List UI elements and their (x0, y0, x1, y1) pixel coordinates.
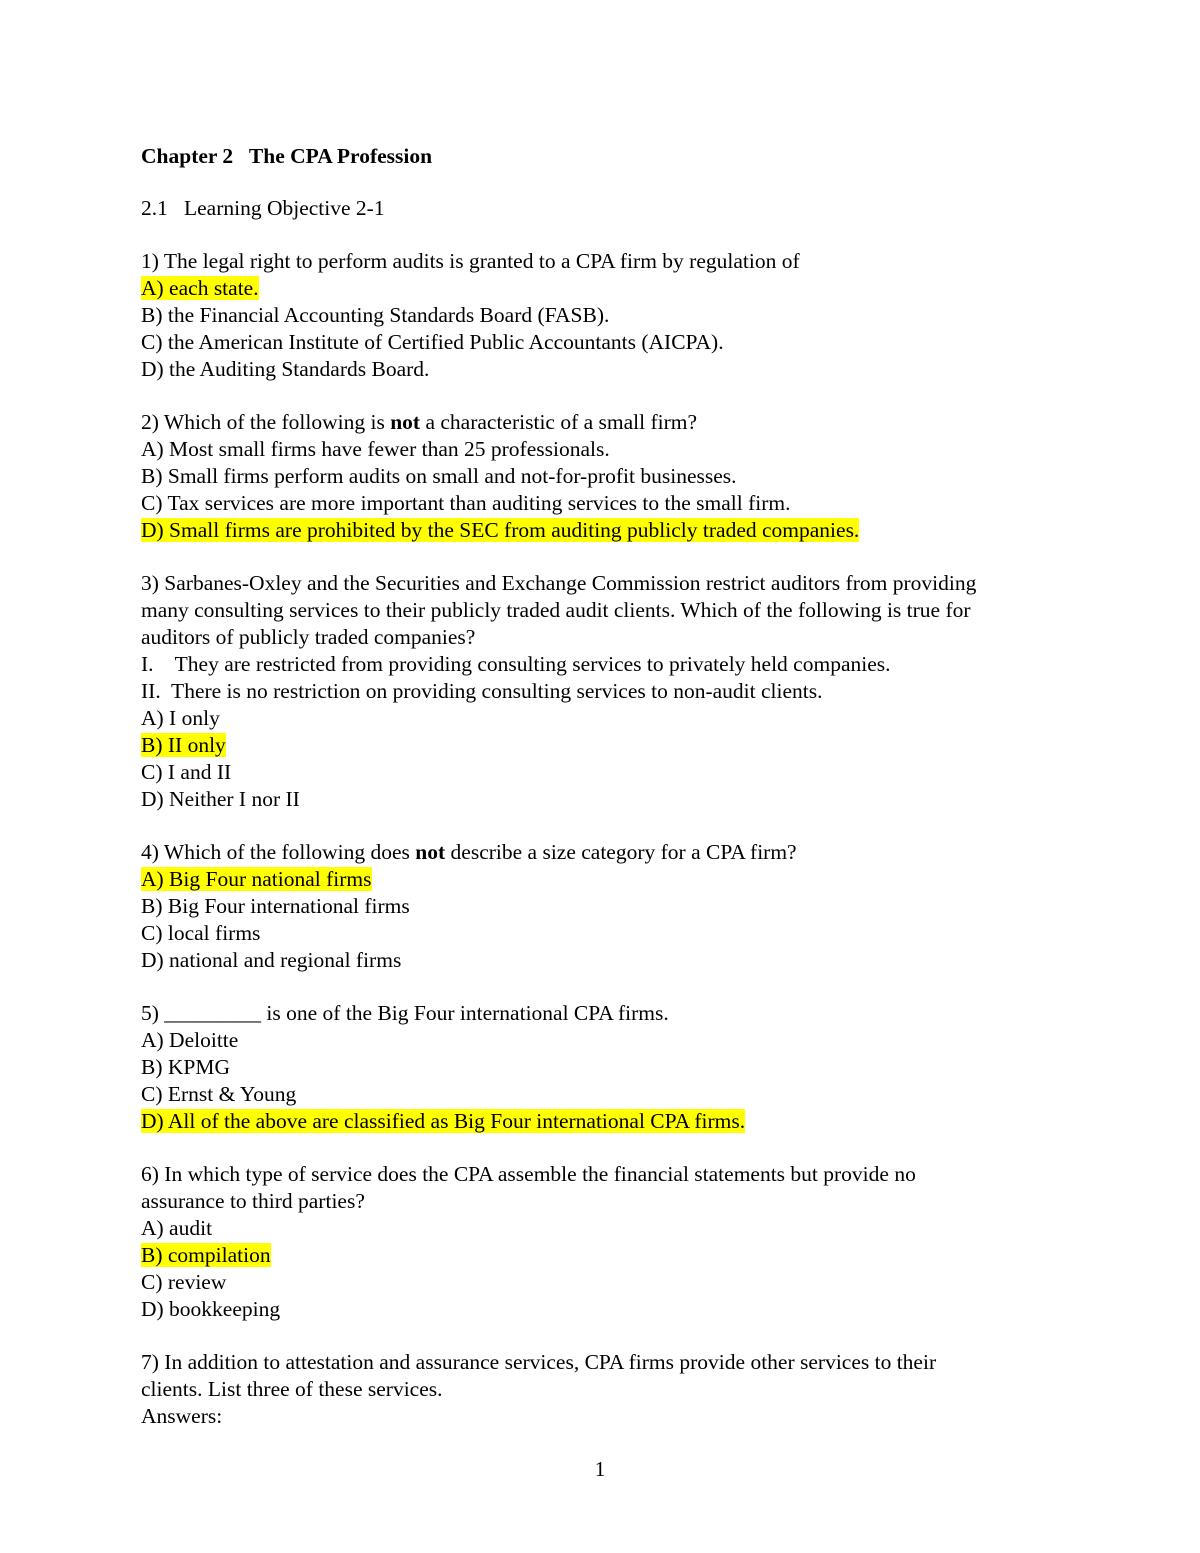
question-5 (141, 1000, 1071, 1135)
answer-option-b: B) Small firms perform audits on small and not-for-profit businesses. (141, 464, 737, 488)
question-1 (141, 248, 1071, 383)
answer-option-c: C) I and II (141, 760, 232, 784)
question-6 (141, 1161, 1071, 1323)
answer-option-a: A) I only (141, 706, 220, 730)
statement-ii: II. There is no restriction on providing consulting services to non-audit clients. (141, 679, 823, 703)
answer-option-c: C) the American Institute of Certified Public Accountants (AICPA). (141, 330, 724, 354)
answer-option-c: C) Tax services are more important than auditing services to the small firm. (141, 491, 791, 515)
stem-text: 4) Which of the following does (141, 840, 416, 864)
stem-emphasis: not (390, 410, 421, 434)
page-number: 1 (594, 1457, 606, 1481)
answer-option-c: C) Ernst & Young (141, 1082, 297, 1106)
answer-option-b: B) KPMG (141, 1055, 231, 1079)
question-stem: 5) _________ is one of the Big Four international CPA firms. (141, 1001, 669, 1025)
answer-option-b-correct: B) compilation (141, 1243, 271, 1267)
answer-option-d: D) bookkeeping (141, 1297, 281, 1321)
chapter-title: Chapter 2 The CPA Profession (141, 144, 433, 168)
section-heading: 2.1 Learning Objective 2-1 (141, 196, 385, 220)
page-content (141, 141, 1071, 1430)
question-stem: 7) In addition to attestation and assurance services, CPA firms provide other services to their (141, 1350, 937, 1374)
answer-option-a: A) Most small firms have fewer than 25 professionals. (141, 437, 610, 461)
question-stem (141, 839, 1071, 866)
question-stem (141, 409, 1071, 436)
answer-option-a-correct: A) each state. (141, 276, 259, 300)
answers-label: Answers: (141, 1404, 223, 1428)
answer-option-d: D) national and regional firms (141, 948, 402, 972)
statement-i: I. They are restricted from providing consulting services to privately held companies. (141, 652, 891, 676)
question-stem: clients. List three of these services. (141, 1377, 443, 1401)
stem-emphasis: not (415, 840, 446, 864)
question-stem: 3) Sarbanes-Oxley and the Securities and Exchange Commission restrict auditors from providing (141, 571, 977, 595)
question-stem: auditors of publicly traded companies? (141, 625, 476, 649)
answer-option-b-correct: B) II only (141, 733, 226, 757)
question-stem: assurance to third parties? (141, 1189, 365, 1213)
stem-text: a characteristic of a small firm? (420, 410, 698, 434)
answer-option-c: C) local firms (141, 921, 261, 945)
answer-option-d: D) Neither I nor II (141, 787, 300, 811)
answer-option-d: D) the Auditing Standards Board. (141, 357, 430, 381)
answer-option-d-correct: D) Small firms are prohibited by the SEC from auditing publicly traded companies. (141, 518, 860, 542)
question-stem: 1) The legal right to perform audits is granted to a CPA firm by regulation of (141, 249, 800, 273)
stem-text: 2) Which of the following is (141, 410, 391, 434)
answer-option-a-correct: A) Big Four national firms (141, 867, 372, 891)
question-stem: 6) In which type of service does the CPA assemble the financial statements but provide no (141, 1162, 916, 1186)
question-stem: many consulting services to their publicly traded audit clients. Which of the following is true for (141, 598, 971, 622)
answer-option-b: B) Big Four international firms (141, 894, 410, 918)
question-7 (141, 1349, 1071, 1430)
question-4 (141, 839, 1071, 974)
question-3 (141, 570, 1071, 813)
question-2 (141, 409, 1071, 544)
answer-option-d-correct: D) All of the above are classified as Big Four international CPA firms. (141, 1109, 746, 1133)
answer-option-a: A) audit (141, 1216, 213, 1240)
answer-option-b: B) the Financial Accounting Standards Board (FASB). (141, 303, 610, 327)
stem-text: describe a size category for a CPA firm? (445, 840, 797, 864)
answer-option-a: A) Deloitte (141, 1028, 239, 1052)
answer-option-c: C) review (141, 1270, 227, 1294)
